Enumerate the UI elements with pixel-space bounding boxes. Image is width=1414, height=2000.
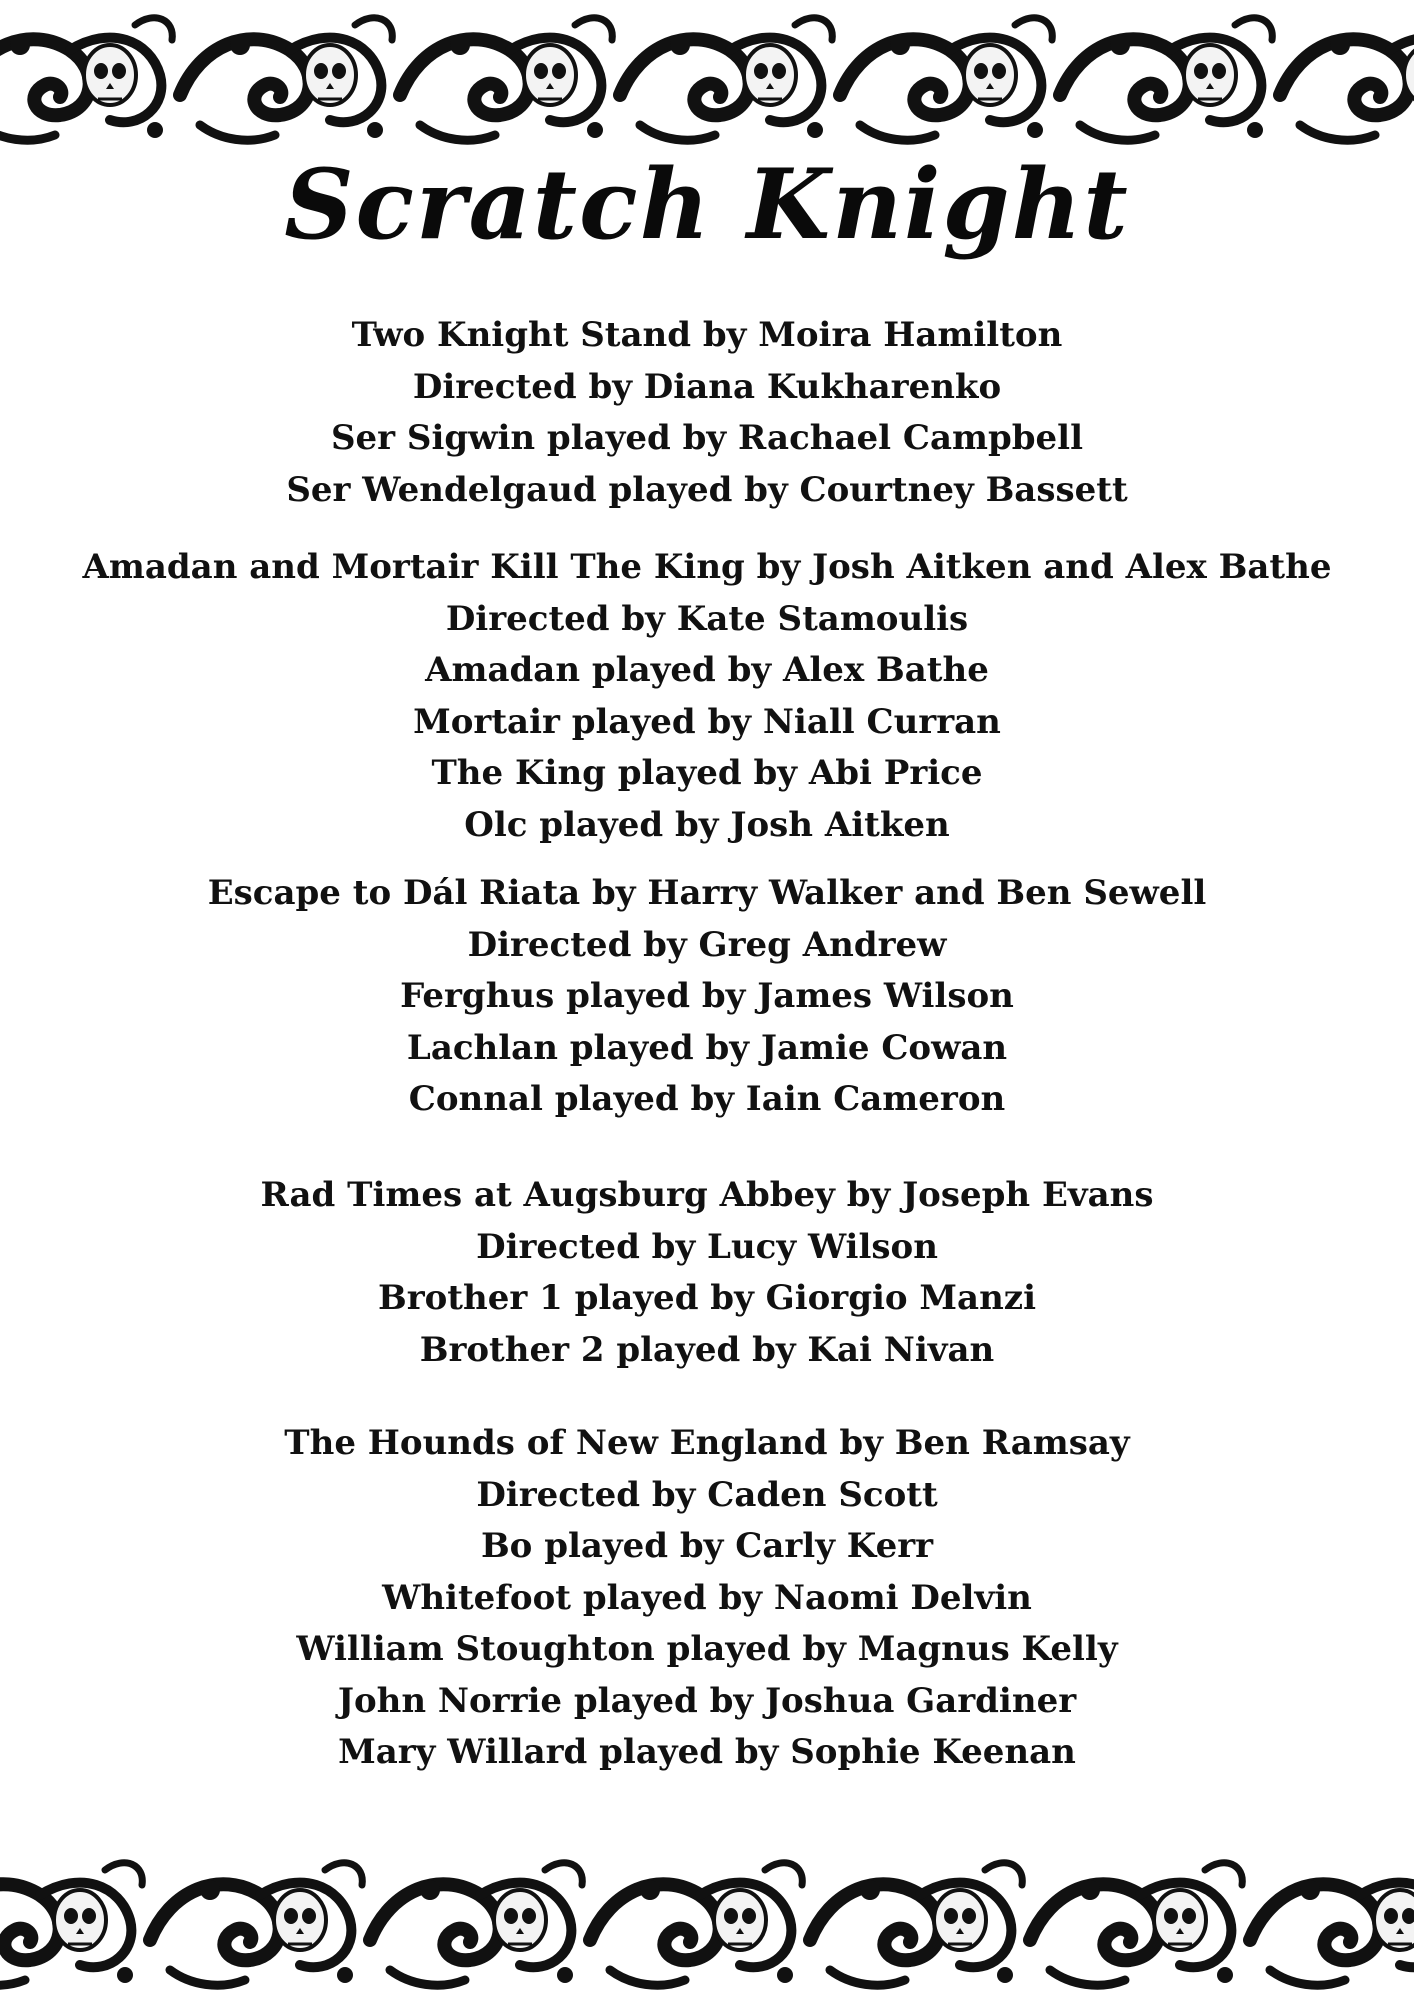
director-line: Directed by Kate Stamoulis (445, 598, 969, 639)
skull-scroll-ornament-bottom (0, 1835, 1414, 2000)
cast-line: Connal played by Iain Cameron (408, 1079, 1006, 1119)
bottom-ornamental-border (0, 1835, 1414, 2000)
cast-line: Olc played by Josh Aitken (464, 804, 950, 845)
cast-line: Mortair played by Niall Curran (413, 701, 1001, 742)
director-line: Directed by Greg Andrew (467, 924, 947, 965)
play-credits-block (0, 1170, 1414, 1376)
cast-line: Mary Willard played by Sophie Keenan (338, 1732, 1076, 1772)
top-ornamental-border (0, 0, 1414, 150)
play-credits-block (0, 542, 1414, 851)
cast-line: Whitefoot played by Naomi Delvin (382, 1577, 1032, 1618)
play-title-line: The Hounds of New England by Ben Ramsay (284, 1423, 1130, 1463)
play-title-line: Rad Times at Augsburg Abbey by Joseph Evans (260, 1175, 1154, 1215)
cast-line: Brother 2 played by Kai Nivan (419, 1329, 995, 1370)
cast-line: Bo played by Carly Kerr (480, 1526, 934, 1566)
cast-line: Ser Wendelgaud played by Courtney Bassett (286, 469, 1128, 510)
cast-line: Lachlan played by Jamie Cowan (406, 1027, 1008, 1068)
play-title-line: Two Knight Stand by Moira Hamilton (351, 315, 1063, 355)
cast-line: John Norrie played by Joshua Gardiner (337, 1680, 1077, 1721)
cast-line: William Stoughton played by Magnus Kelly (296, 1629, 1118, 1669)
page-title: Scratch Knight (284, 148, 1130, 261)
play-credits-block (0, 1418, 1414, 1779)
director-line: Directed by Caden Scott (476, 1474, 938, 1515)
play-credits-block (0, 868, 1414, 1126)
cast-line: Ferghus played by James Wilson (400, 976, 1014, 1016)
play-credits-block (0, 310, 1414, 516)
play-title-line: Amadan and Mortair Kill The King by Josh Aitken and Alex Bathe (82, 547, 1332, 587)
play-title-line: Escape to Dál Riata by Harry Walker and Ben Sewell (207, 873, 1207, 913)
director-line: Directed by Lucy Wilson (476, 1226, 938, 1267)
cast-line: Ser Sigwin played by Rachael Campbell (331, 418, 1083, 458)
skull-scroll-ornament-top (0, 0, 1414, 150)
director-line: Directed by Diana Kukharenko (412, 366, 1002, 407)
cast-line: Brother 1 played by Giorgio Manzi (377, 1278, 1037, 1318)
cast-line: Amadan played by Alex Bathe (425, 650, 989, 690)
cast-line: The King played by Abi Price (431, 753, 983, 793)
